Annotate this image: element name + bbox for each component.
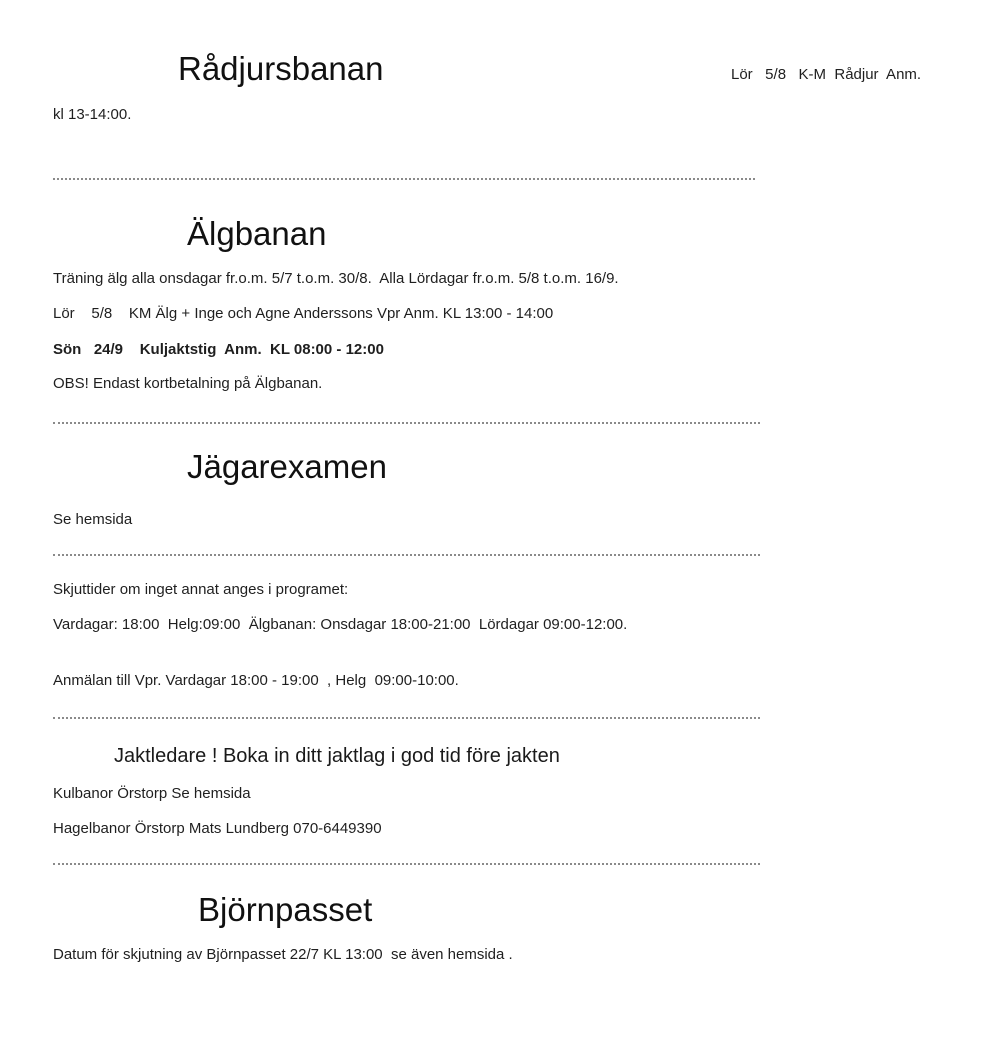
alg-event-line: Lör 5/8 KM Älg + Inge och Agne Anderssons Vpr Anm. KL 13:00 - 14:00 bbox=[53, 305, 554, 322]
separator-line bbox=[53, 178, 755, 180]
bjornpasset-info: Datum för skjutning av Björnpasset 22/7 KL 13:00 se även hemsida . bbox=[53, 946, 513, 963]
skjuttider-times: Vardagar: 18:00 Helg:09:00 Älgbanan: Onsdagar 18:00-21:00 Lördagar 09:00-12:00. bbox=[53, 616, 628, 633]
separator-line bbox=[53, 717, 760, 719]
section-title-jaktledare: Jaktledare ! Boka in ditt jaktlag i god tid före jakten bbox=[114, 745, 560, 767]
radjur-event-time: kl 13-14:00. bbox=[53, 106, 132, 123]
separator-line bbox=[53, 422, 760, 424]
kulbanor-line: Kulbanor Örstorp Se hemsida bbox=[53, 785, 251, 802]
section-title-jagarexamen: Jägarexamen bbox=[187, 448, 387, 485]
hagelbanor-line: Hagelbanor Örstorp Mats Lundberg 070-6449390 bbox=[53, 820, 382, 837]
section-title-radjursbanan: Rådjursbanan bbox=[178, 50, 384, 87]
section-title-bjornpasset: Björnpasset bbox=[198, 891, 373, 928]
alg-payment-note: OBS! Endast kortbetalning på Älgbanan. bbox=[53, 375, 323, 392]
radjur-event-line: Lör 5/8 K-M Rådjur Anm. bbox=[731, 66, 922, 83]
separator-line bbox=[53, 863, 760, 865]
separator-line bbox=[53, 554, 760, 556]
skjuttider-registration: Anmälan till Vpr. Vardagar 18:00 - 19:00 , Helg 09:00-10:00. bbox=[53, 672, 459, 689]
jagarexamen-info: Se hemsida bbox=[53, 511, 133, 528]
alg-event-line-bold: Sön 24/9 Kuljaktstig Anm. KL 08:00 - 12:00 bbox=[53, 341, 384, 358]
skjuttider-heading: Skjuttider om inget annat anges i programet: bbox=[53, 581, 349, 598]
alg-training-line: Träning älg alla onsdagar fr.o.m. 5/7 t.o.m. 30/8. Alla Lördagar fr.o.m. 5/8 t.o.m. 16/9. bbox=[53, 270, 619, 287]
section-title-algbanan: Älgbanan bbox=[187, 215, 327, 252]
